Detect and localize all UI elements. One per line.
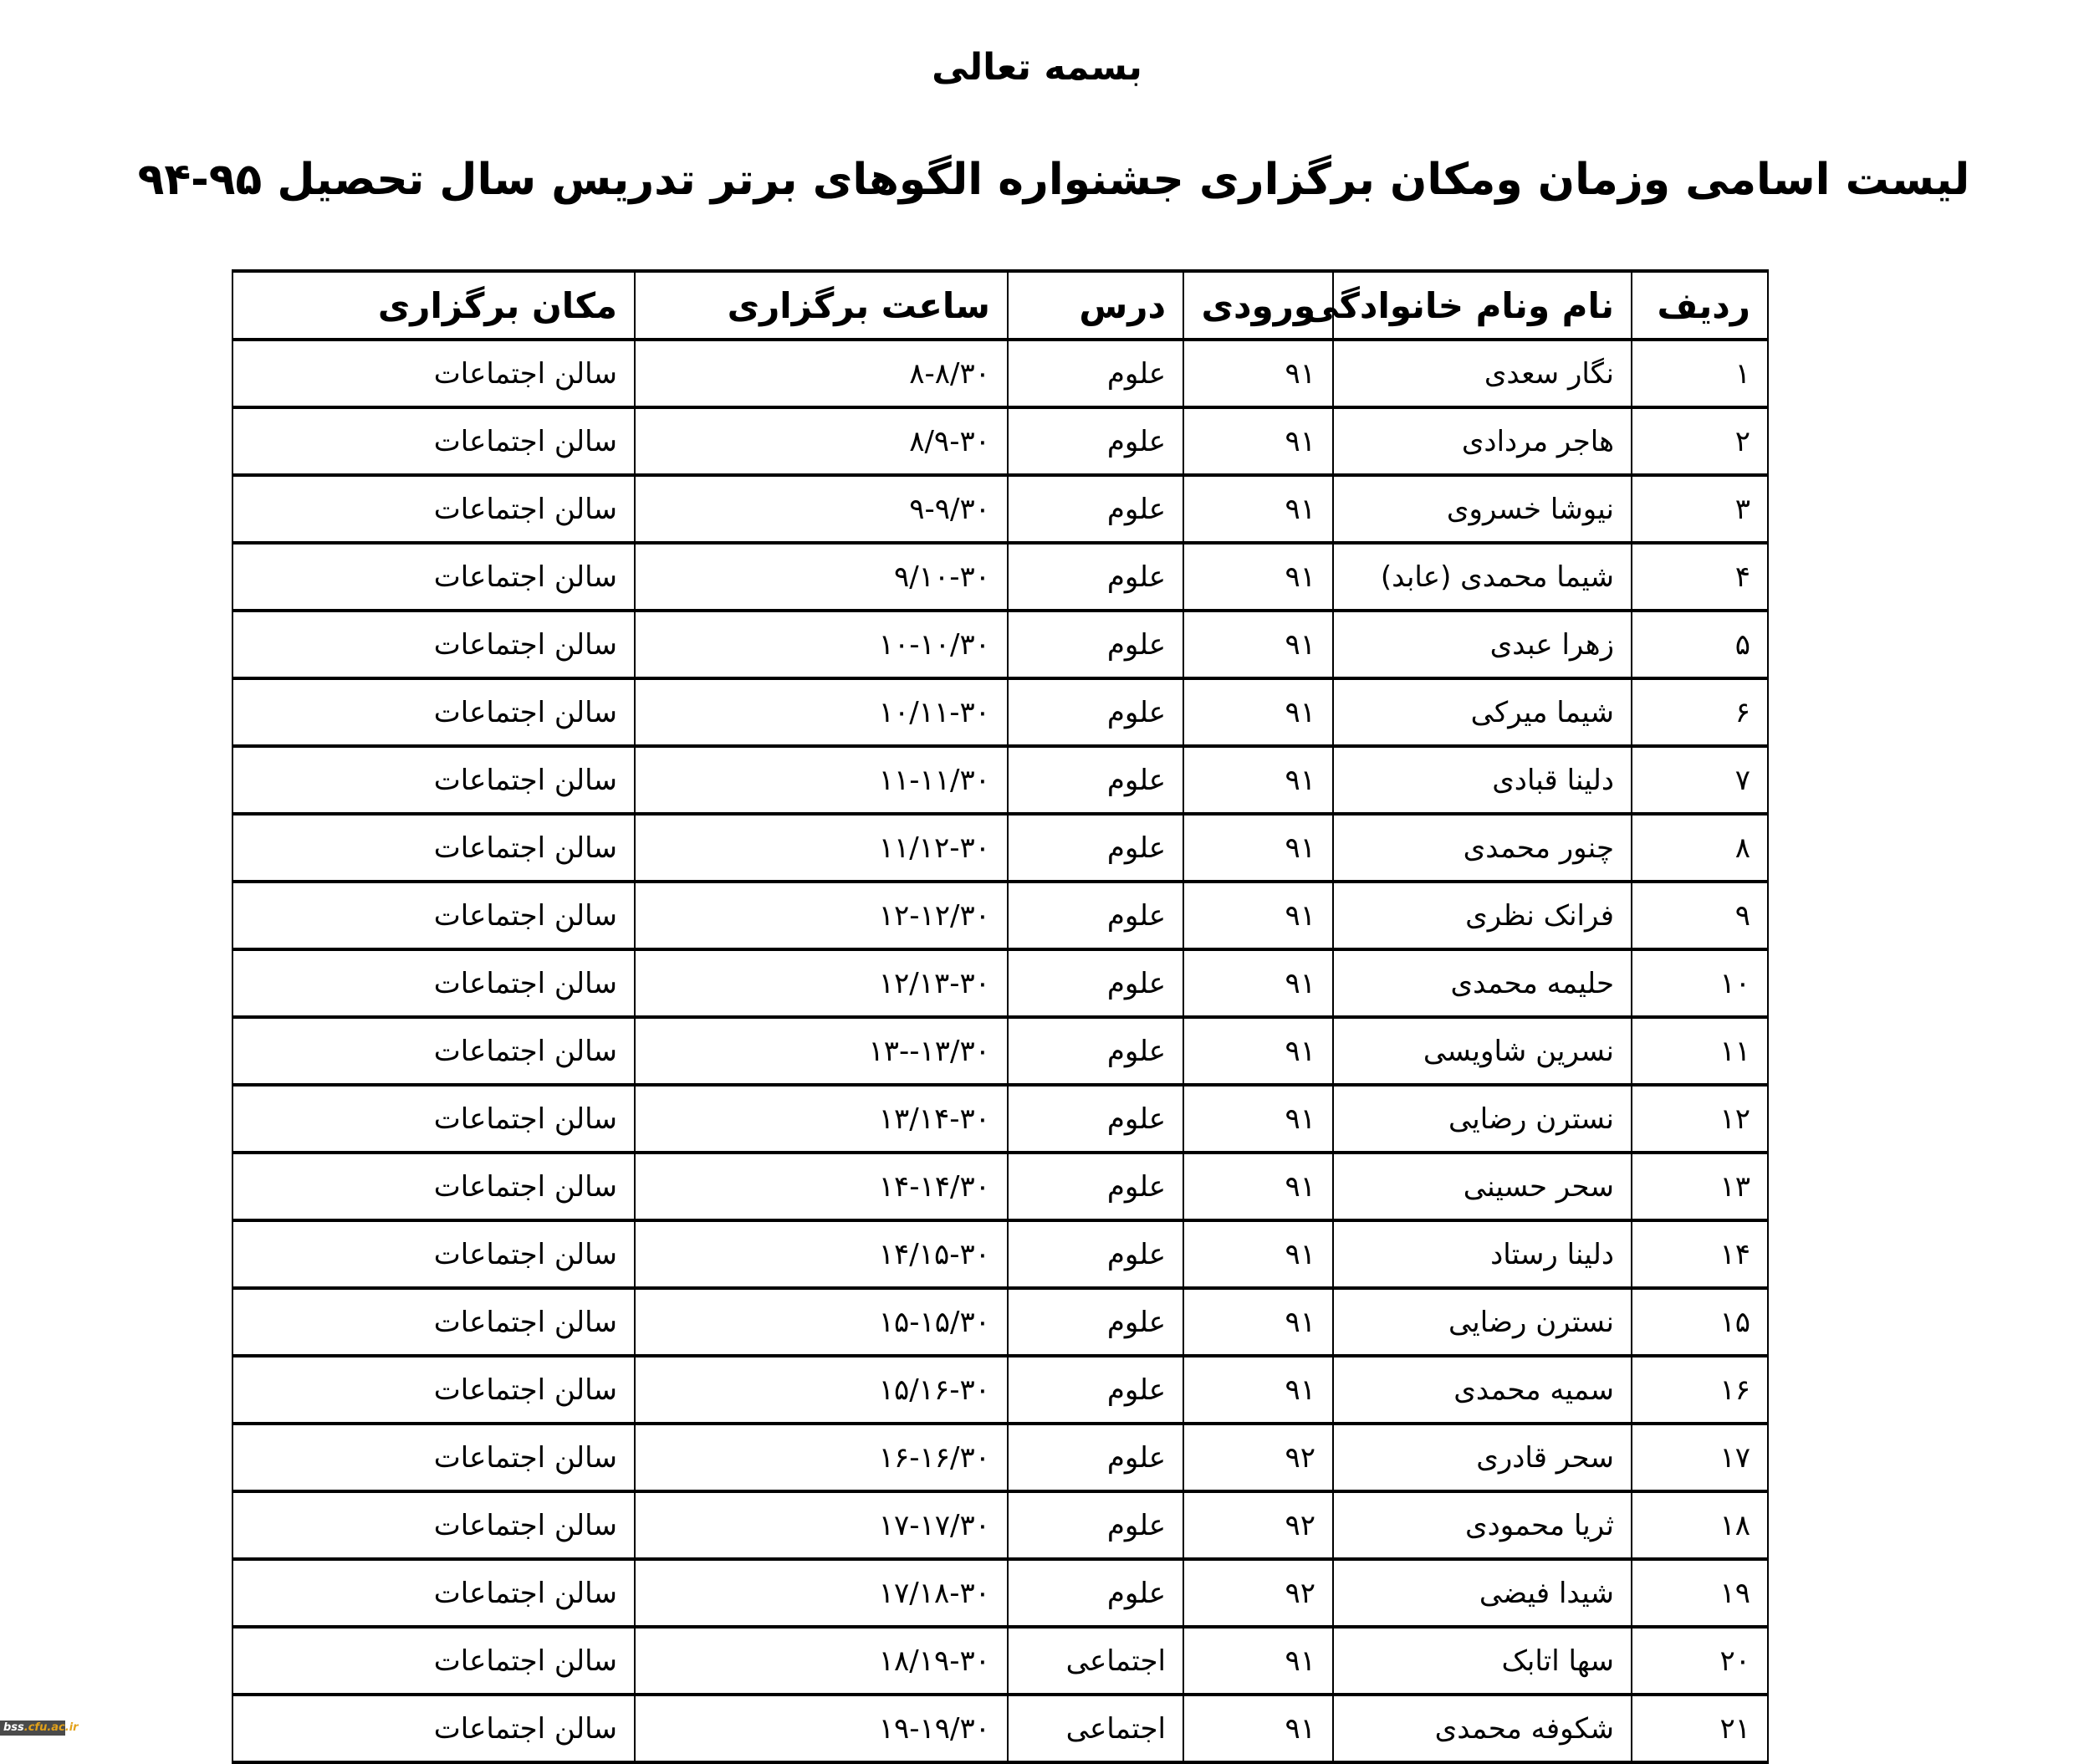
cell-name: شیما محمدی (عابد): [1333, 543, 1632, 611]
cell-subject: علوم: [1008, 340, 1183, 407]
cell-entry: ۹۱: [1183, 1017, 1333, 1085]
header-entry: ورودی: [1183, 271, 1333, 340]
table-row: [232, 1220, 1768, 1288]
cell-row-number: ۸: [1632, 814, 1768, 882]
cell-row-number: ۲: [1632, 407, 1768, 475]
watermark-part2: .cfu.ac.ir: [23, 1721, 79, 1734]
cell-row-number: ۱۵: [1632, 1288, 1768, 1356]
cell-name: حلیمه محمدی: [1333, 949, 1632, 1017]
table-row: [232, 340, 1768, 407]
cell-name: سمیه محمدی: [1333, 1356, 1632, 1424]
cell-entry: ۹۱: [1183, 1220, 1333, 1288]
cell-entry: ۹۲: [1183, 1491, 1333, 1559]
cell-time: ۱۰-۱۰/۳۰: [635, 611, 1008, 678]
cell-row-number: ۳: [1632, 475, 1768, 543]
cell-entry: ۹۱: [1183, 949, 1333, 1017]
table-row: [232, 1627, 1768, 1695]
cell-name: چنور محمدی: [1333, 814, 1632, 882]
cell-location: سالن اجتماعات: [232, 1220, 635, 1288]
cell-name: نسرین شاویسی: [1333, 1017, 1632, 1085]
cell-subject: علوم: [1008, 1356, 1183, 1424]
cell-subject: علوم: [1008, 814, 1183, 882]
cell-entry: ۹۱: [1183, 543, 1333, 611]
cell-location: سالن اجتماعات: [232, 814, 635, 882]
cell-name: هاجر مردادی: [1333, 407, 1632, 475]
cell-location: سالن اجتماعات: [232, 1424, 635, 1491]
table-row: [232, 1356, 1768, 1424]
cell-row-number: ۴: [1632, 543, 1768, 611]
cell-location: سالن اجتماعات: [232, 1356, 635, 1424]
cell-location: سالن اجتماعات: [232, 1085, 635, 1153]
cell-name: دلینا قبادی: [1333, 746, 1632, 814]
header-row-number: ردیف: [1632, 271, 1768, 340]
schedule-table: [232, 269, 1769, 1764]
header-time: ساعت برگزاری: [635, 271, 1008, 340]
table-row: [232, 1491, 1768, 1559]
cell-time: ۱۶-۱۶/۳۰: [635, 1424, 1008, 1491]
cell-time: ۱۹-۱۹/۳۰: [635, 1695, 1008, 1762]
cell-time: ۱۵-۱۵/۳۰: [635, 1288, 1008, 1356]
cell-subject: علوم: [1008, 1288, 1183, 1356]
cell-location: سالن اجتماعات: [232, 1288, 635, 1356]
cell-location: سالن اجتماعات: [232, 1153, 635, 1220]
cell-subject: علوم: [1008, 1559, 1183, 1627]
cell-entry: ۹۱: [1183, 407, 1333, 475]
cell-entry: ۹۱: [1183, 1153, 1333, 1220]
table-row: [232, 1017, 1768, 1085]
cell-location: سالن اجتماعات: [232, 1695, 635, 1762]
cell-entry: ۹۱: [1183, 475, 1333, 543]
cell-row-number: ۹: [1632, 882, 1768, 949]
cell-subject: اجتماعی: [1008, 1627, 1183, 1695]
table-row: [232, 1695, 1768, 1762]
cell-time: ۹/۱۰-۳۰: [635, 543, 1008, 611]
cell-row-number: ۱۳: [1632, 1153, 1768, 1220]
cell-row-number: ۶: [1632, 678, 1768, 746]
cell-location: سالن اجتماعات: [232, 407, 635, 475]
cell-time: ۱۲-۱۲/۳۰: [635, 882, 1008, 949]
table-row: [232, 1559, 1768, 1627]
cell-entry: ۹۱: [1183, 882, 1333, 949]
cell-entry: ۹۱: [1183, 1288, 1333, 1356]
cell-row-number: ۱: [1632, 340, 1768, 407]
cell-subject: علوم: [1008, 1220, 1183, 1288]
cell-subject: علوم: [1008, 475, 1183, 543]
cell-row-number: ۱۰: [1632, 949, 1768, 1017]
table-row: [232, 678, 1768, 746]
header-subject: درس: [1008, 271, 1183, 340]
cell-subject: علوم: [1008, 746, 1183, 814]
cell-time: ۱۰/۱۱-۳۰: [635, 678, 1008, 746]
cell-entry: ۹۱: [1183, 1627, 1333, 1695]
cell-name: نگار سعدی: [1333, 340, 1632, 407]
cell-name: نسترن رضایی: [1333, 1288, 1632, 1356]
table-row: [232, 543, 1768, 611]
cell-subject: علوم: [1008, 407, 1183, 475]
table-row: [232, 407, 1768, 475]
cell-name: شکوفه محمدی: [1333, 1695, 1632, 1762]
cell-subject: علوم: [1008, 678, 1183, 746]
cell-entry: ۹۱: [1183, 746, 1333, 814]
cell-time: ۱۱/۱۲-۳۰: [635, 814, 1008, 882]
cell-location: سالن اجتماعات: [232, 1627, 635, 1695]
table-row: [232, 1288, 1768, 1356]
cell-row-number: ۱۶: [1632, 1356, 1768, 1424]
document-title: لیست اسامی وزمان ومکان برگزاری جشنواره الگوهای برتر تدریس سال تحصیل ۹۵-۹۴: [137, 155, 1970, 205]
cell-subject: علوم: [1008, 1153, 1183, 1220]
cell-name: شیدا فیضی: [1333, 1559, 1632, 1627]
table-row: [232, 882, 1768, 949]
cell-row-number: ۷: [1632, 746, 1768, 814]
cell-time: ۸/۹-۳۰: [635, 407, 1008, 475]
cell-subject: علوم: [1008, 949, 1183, 1017]
cell-time: ۱۷/۱۸-۳۰: [635, 1559, 1008, 1627]
cell-time: ۹-۹/۳۰: [635, 475, 1008, 543]
cell-entry: ۹۲: [1183, 1424, 1333, 1491]
cell-name: سحر حسینی: [1333, 1153, 1632, 1220]
cell-entry: ۹۱: [1183, 611, 1333, 678]
cell-time: ۱۴/۱۵-۳۰: [635, 1220, 1008, 1288]
cell-name: نیوشا خسروی: [1333, 475, 1632, 543]
cell-subject: علوم: [1008, 1085, 1183, 1153]
cell-time: ۸-۸/۳۰: [635, 340, 1008, 407]
cell-location: سالن اجتماعات: [232, 340, 635, 407]
cell-row-number: ۲۰: [1632, 1627, 1768, 1695]
cell-time: ۱۷-۱۷/۳۰: [635, 1491, 1008, 1559]
cell-name: ثریا محمودی: [1333, 1491, 1632, 1559]
cell-subject: علوم: [1008, 1424, 1183, 1491]
cell-location: سالن اجتماعات: [232, 882, 635, 949]
cell-time: ۱۳--۱۳/۳۰: [635, 1017, 1008, 1085]
cell-name: نسترن رضایی: [1333, 1085, 1632, 1153]
table-row: [232, 1424, 1768, 1491]
cell-location: سالن اجتماعات: [232, 949, 635, 1017]
cell-subject: علوم: [1008, 611, 1183, 678]
cell-location: سالن اجتماعات: [232, 1559, 635, 1627]
cell-time: ۱۴-۱۴/۳۰: [635, 1153, 1008, 1220]
cell-time: ۱۵/۱۶-۳۰: [635, 1356, 1008, 1424]
table-row: [232, 1085, 1768, 1153]
table-row: [232, 814, 1768, 882]
site-watermark: [0, 1721, 79, 1736]
cell-row-number: ۱۲: [1632, 1085, 1768, 1153]
table-row: [232, 746, 1768, 814]
cell-location: سالن اجتماعات: [232, 746, 635, 814]
cell-time: ۱۱-۱۱/۳۰: [635, 746, 1008, 814]
cell-location: سالن اجتماعات: [232, 678, 635, 746]
cell-time: ۱۳/۱۴-۳۰: [635, 1085, 1008, 1153]
table-row: [232, 1153, 1768, 1220]
invocation-heading: بسمه تعالی: [932, 46, 1142, 89]
cell-time: ۱۸/۱۹-۳۰: [635, 1627, 1008, 1695]
cell-name: زهرا عبدی: [1333, 611, 1632, 678]
table-row: [232, 949, 1768, 1017]
cell-entry: ۹۱: [1183, 814, 1333, 882]
cell-time: ۱۲/۱۳-۳۰: [635, 949, 1008, 1017]
cell-location: سالن اجتماعات: [232, 543, 635, 611]
cell-entry: ۹۱: [1183, 1356, 1333, 1424]
cell-entry: ۹۱: [1183, 1695, 1333, 1762]
cell-name: سها اتابک: [1333, 1627, 1632, 1695]
cell-subject: علوم: [1008, 882, 1183, 949]
cell-row-number: ۲۱: [1632, 1695, 1768, 1762]
cell-location: سالن اجتماعات: [232, 611, 635, 678]
cell-subject: علوم: [1008, 1491, 1183, 1559]
cell-entry: ۹۲: [1183, 1559, 1333, 1627]
cell-subject: اجتماعی: [1008, 1695, 1183, 1762]
cell-row-number: ۱۷: [1632, 1424, 1768, 1491]
cell-row-number: ۱۹: [1632, 1559, 1768, 1627]
cell-name: شیما میرکی: [1333, 678, 1632, 746]
cell-entry: ۹۱: [1183, 340, 1333, 407]
cell-location: سالن اجتماعات: [232, 1017, 635, 1085]
header-name: نام ونام خانوادگی: [1333, 271, 1632, 340]
table-row: [232, 611, 1768, 678]
header-location: مکان برگزاری: [232, 271, 635, 340]
cell-row-number: ۱۱: [1632, 1017, 1768, 1085]
table-header-row: [232, 271, 1768, 340]
cell-row-number: ۵: [1632, 611, 1768, 678]
cell-subject: علوم: [1008, 1017, 1183, 1085]
cell-name: سحر قادری: [1333, 1424, 1632, 1491]
cell-location: سالن اجتماعات: [232, 475, 635, 543]
cell-entry: ۹۱: [1183, 678, 1333, 746]
watermark-part1: bss: [3, 1721, 24, 1734]
cell-subject: علوم: [1008, 543, 1183, 611]
cell-location: سالن اجتماعات: [232, 1491, 635, 1559]
table-row: [232, 475, 1768, 543]
cell-entry: ۹۱: [1183, 1085, 1333, 1153]
cell-name: دلینا رستاد: [1333, 1220, 1632, 1288]
cell-name: فرانک نظری: [1333, 882, 1632, 949]
cell-row-number: ۱۸: [1632, 1491, 1768, 1559]
cell-row-number: ۱۴: [1632, 1220, 1768, 1288]
